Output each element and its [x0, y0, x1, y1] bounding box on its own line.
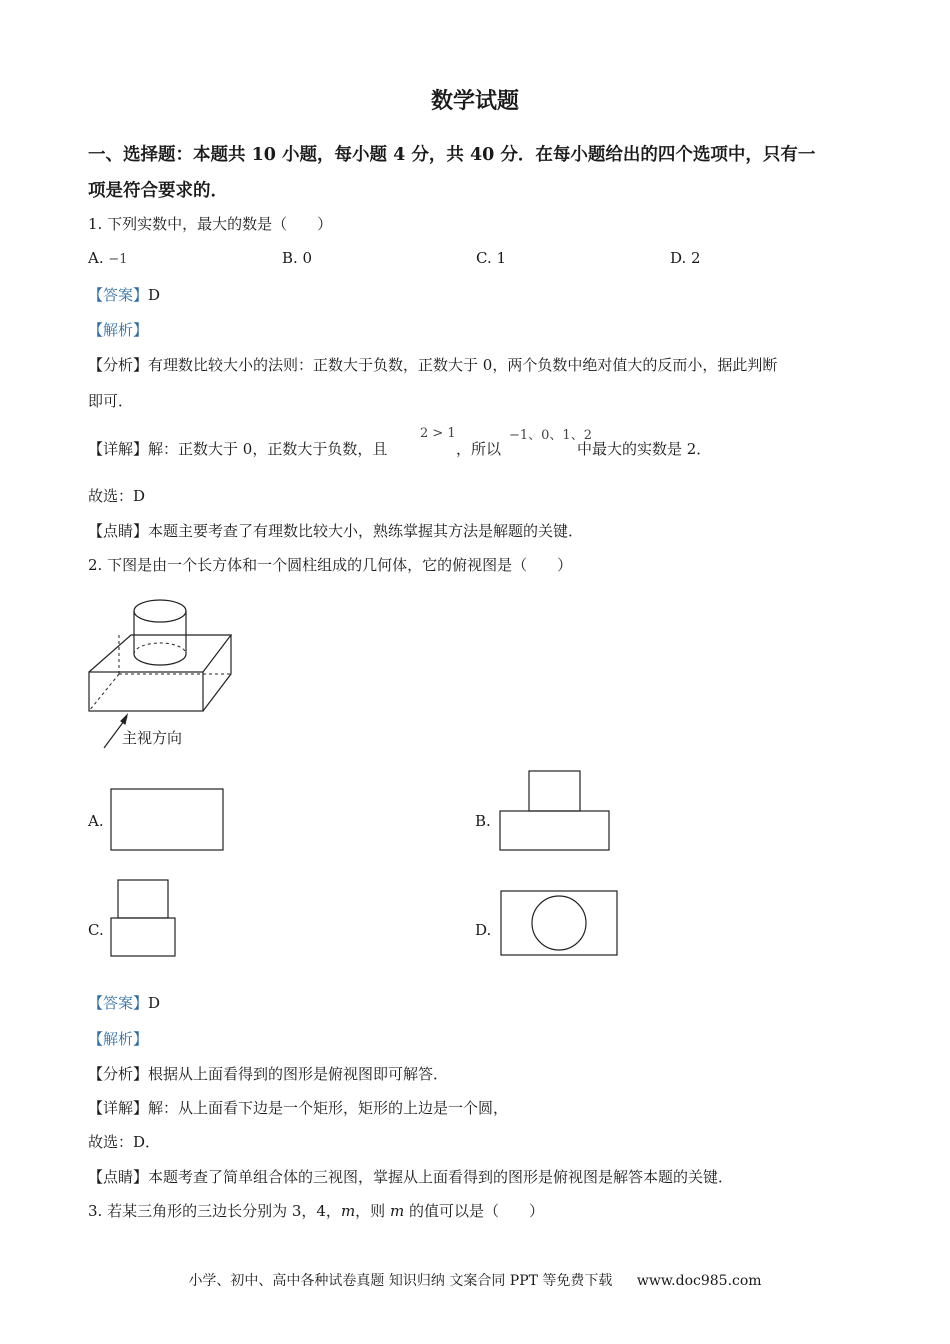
q2-option-d: D. [475, 921, 492, 939]
q2-review [88, 1166, 733, 1187]
q2-fenxi-tag: 【分析】 [88, 1065, 149, 1083]
q2-detail-text: 解：从上面看下边是一个矩形，矩形的上边是一个圆， [148, 1099, 509, 1117]
option-b-top-rect [529, 771, 580, 811]
q1-choose: 故选：D [88, 487, 146, 505]
q1-detail-c: 中最大的实数是 2． [577, 440, 712, 458]
option-b-bottom-rect [500, 811, 609, 850]
q1-option-c: C. 1 [476, 249, 507, 267]
q2-review-text: 本题考查了简单组合体的三视图，掌握从上面看得到的图形是俯视图是解答本题的关键． [148, 1168, 734, 1186]
q1-detail-tag: 【详解】 [88, 440, 149, 458]
q2-answer [88, 992, 160, 1013]
q1-fenxi-tag: 【分析】 [88, 356, 149, 374]
footer-url[interactable]: www.doc985.com [636, 1273, 762, 1289]
q1-option-b: B. 0 [282, 249, 313, 267]
page-footer [0, 1270, 950, 1290]
page-title: 数学试题 [430, 88, 519, 114]
q2-option-b: B. [475, 812, 491, 830]
cylinder-bottom-back [134, 643, 186, 654]
q2-answer-tag: 【答案】 [88, 994, 149, 1012]
option-a-rectangle [111, 789, 223, 850]
solid-figure [89, 600, 231, 748]
q1-answer-value: D [148, 286, 161, 304]
option-d-circle [532, 896, 586, 950]
q1-review-text: 本题主要考查了有理数比较大小，熟练掌握其方法是解题的关键． [148, 522, 584, 540]
box-right-edges [203, 635, 231, 711]
cylinder-bottom-front [134, 654, 186, 665]
q1-math-list: −1、0、1、2 [509, 428, 592, 443]
option-d-rectangle [501, 891, 617, 955]
q2-answer-value: D [148, 994, 161, 1012]
q2-option-a: A. [88, 812, 104, 830]
option-b-figure [500, 771, 609, 850]
section-heading-line1: 一、选择题：本题共 10 小题，每小题 4 分，共 40 分．在每小题给出的四个选项中，只有一 [88, 145, 816, 165]
q1-option-d: D. 2 [670, 249, 701, 267]
box-front-face [89, 672, 203, 711]
q3-stem-b: ，则 [355, 1202, 386, 1220]
q1-math-inequality: 2 > 1 [420, 426, 456, 441]
option-d-figure [501, 891, 617, 955]
q3-stem-a: 3. 若某三角形的三边长分别为 3，4， [88, 1202, 341, 1220]
q1-option-a-value: −1 [108, 252, 128, 267]
q1-stem: 1. 下列实数中，最大的数是（ ） [88, 215, 333, 233]
q2-fenxi [88, 1063, 448, 1084]
q2-analysis-tag: 【解析】 [88, 1030, 149, 1048]
option-c-bottom-rect [111, 918, 175, 956]
q2-choose: 故选：D． [88, 1133, 161, 1151]
q3-stem [88, 1200, 544, 1221]
q1-analysis-tag: 【解析】 [88, 321, 149, 339]
box-hidden-edges [89, 635, 231, 711]
q2-detail-tag: 【详解】 [88, 1099, 149, 1117]
section-heading-line2: 项是符合要求的． [88, 181, 228, 201]
q1-option-a-label: A. [88, 249, 104, 267]
q1-review-tag: 【点睛】 [88, 522, 149, 540]
q2-figure-label: 主视方向 [122, 729, 183, 747]
q1-fenxi-line1: 有理数比较大小的法则：正数大于负数，正数大于 0，两个负数中绝对值大的反而小，据此判断 [148, 356, 778, 374]
q1-detail-b: ，所以 [456, 440, 502, 458]
q2-fenxi-text: 根据从上面看得到的图形是俯视图即可解答． [148, 1065, 449, 1083]
q2-option-c: C. [88, 921, 104, 939]
q2-review-tag: 【点睛】 [88, 1168, 149, 1186]
q3-var-m2: m [389, 1202, 405, 1220]
option-c-figure [111, 880, 175, 956]
q1-answer-tag: 【答案】 [88, 286, 149, 304]
option-c-top-rect [118, 880, 168, 918]
q1-fenxi-line2: 即可． [88, 392, 134, 410]
q2-stem: 2. 下图是由一个长方体和一个圆柱组成的几何体，它的俯视图是（ ） [88, 556, 573, 574]
q1-detail-a: 解：正数大于 0，正数大于负数，且 [148, 440, 388, 458]
box-top-edges [89, 635, 231, 672]
arrow-head [121, 715, 127, 724]
q3-stem-c: 的值可以是（ ） [408, 1202, 544, 1220]
footer-text: 小学、初中、高中各种试卷真题 知识归纳 文案合同 PPT 等免费下载 [188, 1273, 613, 1289]
cylinder-top [134, 600, 186, 622]
q2-detail [88, 1097, 508, 1118]
q3-var-m1: m [340, 1202, 356, 1220]
